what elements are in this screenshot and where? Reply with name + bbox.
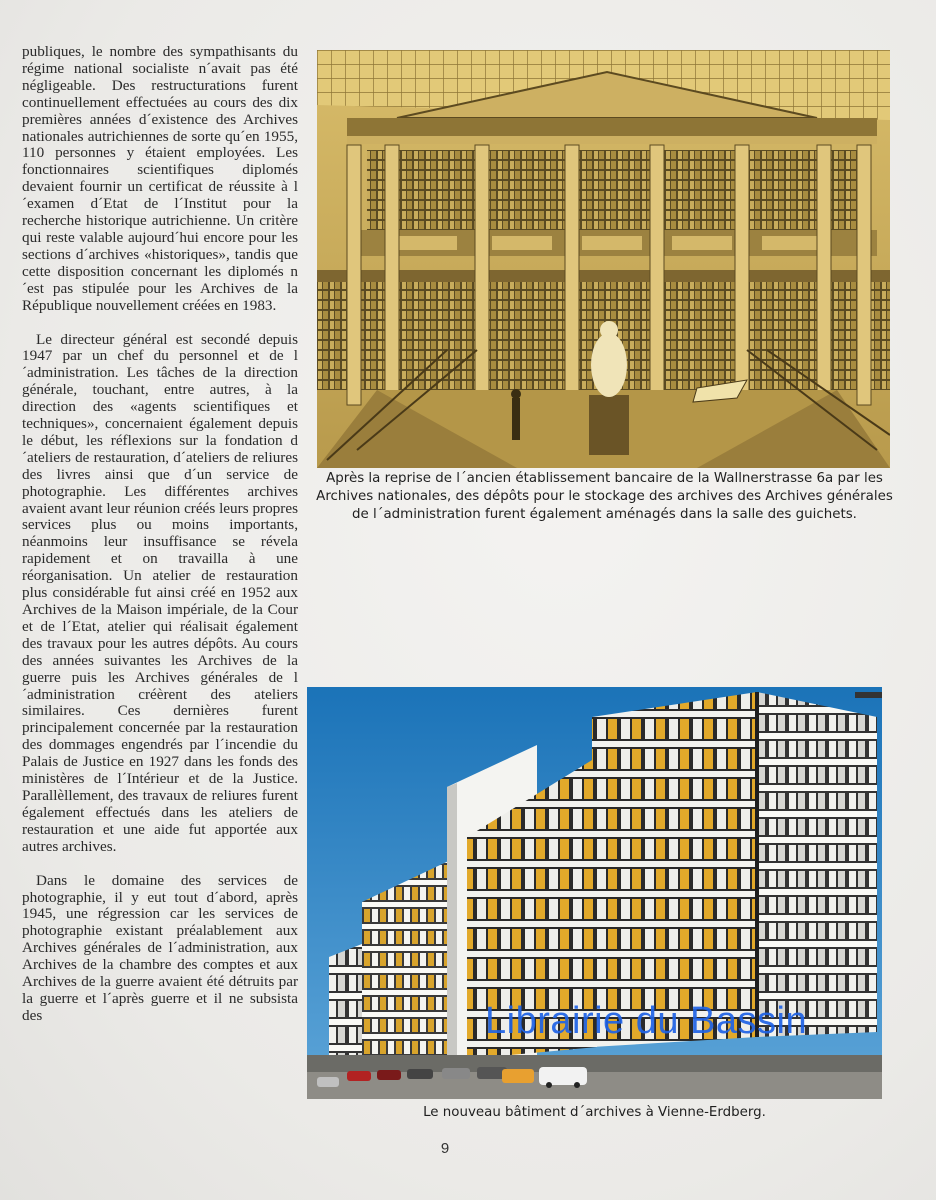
banking-hall-caption: Après la reprise de l´ancien établissement bancaire de la Wallnerstrasse 6a par les Archives nationales, des dépôts pour le stockage des archives des Archives générales de l´administration furent également aménagés dans la salle des guichets. xyxy=(316,471,893,522)
page-number: 9 xyxy=(440,1140,450,1157)
body-text-column xyxy=(22,44,298,1025)
watermark: Librairie du Bassin xyxy=(485,1000,808,1042)
banking-hall-photo xyxy=(317,50,890,468)
archive-building-caption: Le nouveau bâtiment d´archives à Vienne-Erdberg. xyxy=(423,1105,766,1120)
paragraph-2: Le directeur général est secondé depuis 1947 par un chef du personnel et de l´administration. Les tâches de la direction générale, touchant, entre autres, à la direction des «agents scientifiques et techniques», concernaient également depuis le début, les réflexions sur la fondation d´ateliers de restauration, d´ateliers de reliures des livres ainsi que d´un service de photographie. Les différentes archives avaient avant leur réunion créés leurs propres services plus ou moins importants, néanmoins leur insuffisance se révela rapidement et on travailla à une réorganisation. Un atelier de restauration plus considérable fut ainsi créé en 1952 aux Archives de la Maison impériale, de la Cour et de l´Etat, atelier qui réalisait également des travaux pour les autres dépôts. Au cours des années suivantes les Archives de la guerre puis les Archives générales de l´administration créèrent des ateliers similaires. Ces dernières furent principalement concernée par la restauration des dommages engendrés par l´incendie du Palais de Justice en 1927 dans les fonds des ministères de l´Intérieur et de la Justice. Parallèllement, des travaux de reliures furent également effectués dans les ateliers de restauration et une aide fut apportée aux autres archives. xyxy=(22,330,298,855)
paragraph-1: publiques, le nombre des sympathisants du régime national socialiste n´avait pas été négligeable. Des restructurations furent continuellement effectuées au cours des dix premières années d´existence des Archives nationales autrichiennes de sorte qu´en 1955, 110 personnes y étaient employées. Les fonctionnaires scientifiques diplomés devaient fournir un certificat de réussite à l´examen d´Etat de l´Institut pour la recherche historique autrichienne. Un critère qui reste valable aujourd´hui encore pour les sections d´archives «historiques», tandis que cette disposition concernant les diplomés n´est pas stipulée pour les Archives de la République nouvellement créées en 1983. xyxy=(22,43,298,314)
paragraph-3: Dans le domaine des services de photographie, il y eut tout d´abord, après 1945, une régression car les services de photographie existant préalablement aux Archives générales de l´administration, aux Archives de la chambre des comptes et aux Archives de la guerre avaient été détruits par la guerre et l´après guerre et il ne subsista des xyxy=(22,871,298,1024)
